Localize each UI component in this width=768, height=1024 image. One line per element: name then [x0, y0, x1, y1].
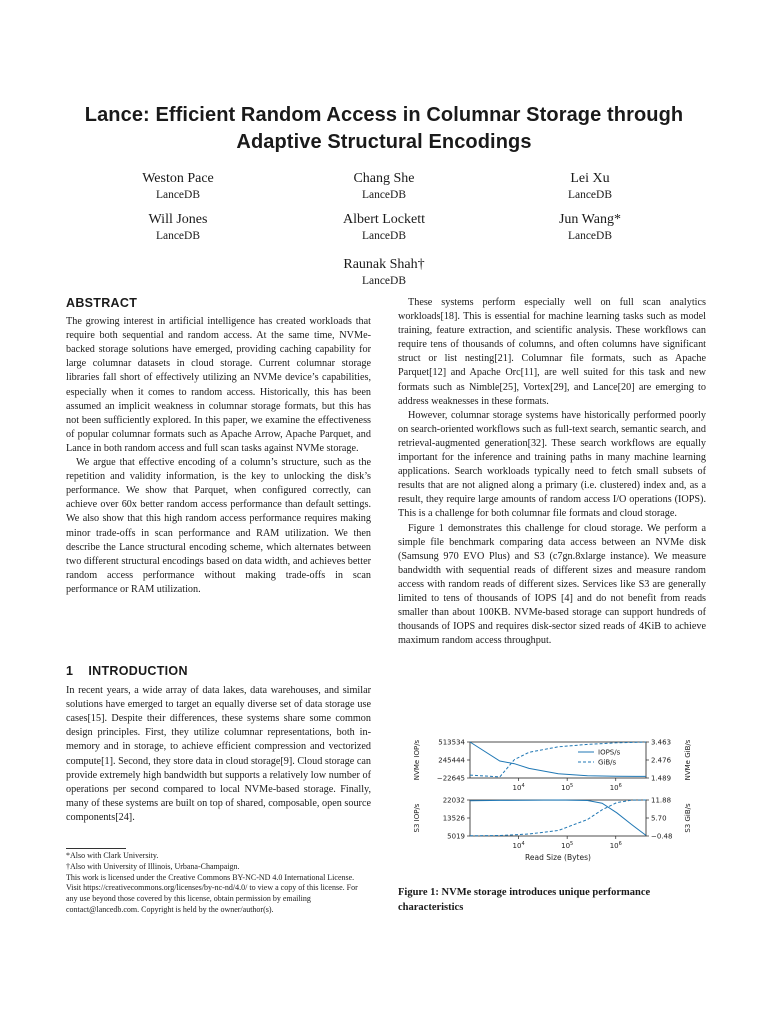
x-tick-label: $10^4$: [512, 841, 525, 850]
author-affiliation: LanceDB: [361, 189, 407, 201]
author-affiliation: LanceDB: [155, 189, 201, 201]
author-name: Weston Pace: [142, 171, 214, 186]
body-paragraph: Figure 1 demonstrates this challenge for cloud storage. We perform a simple file benchmark comparing data access between an NVMe disk (Samsung 970 EVO Plus) and S3 (c7gn.8xlarge instance). We measure bandwidth with sequential reads of different sizes and measure random access with random reads of different sizes. Services like S3 are generally limited to tens of thousands of IOPS [4] and do not benefit from reads smaller than about 100KB. NVMe-based storage can support hundreds of thousands of IOPS and requires disk-sector sized reads of 4KiB to achieve maximum random access throughput.: [398, 522, 706, 647]
license-note: This work is licensed under the Creative Commons BY-NC-ND 4.0 International License. Visit https://creativecommons.org/licenses/by-nc-nd/4.0/ to view a copy of this license. For any use beyond those covered by this license, obtain permission by emailing contact@lancedb.com. Copyright is held by the owner/author(s).: [66, 872, 358, 914]
x-axis-label: Read Size (Bytes): [525, 853, 591, 862]
author-block: [284, 211, 484, 244]
author-name: Chang She: [353, 171, 415, 186]
plot-frame: [470, 800, 646, 836]
figure-1-chart: [400, 730, 700, 866]
x-tick-label: $10^5$: [561, 841, 574, 850]
y-tick-label: 245444: [438, 756, 465, 765]
author-name: Albert Lockett: [342, 212, 426, 227]
abstract-paragraph: The growing interest in artificial intelligence has created workloads that require both sequential and random access. At the same time, NVMe-backed storage solutions have emerged, providing caching capability for large columnar datasets in cloud storage. Current columnar storage libraries fall short of effectively utilizing an NVMe device’s capabilities, especially when it comes to random access. Historically, this has been assumed an implicit weakness in columnar storage formats, but this has not been sufficiently explored. In this paper, we examine the effectiveness of popular columnar formats such as Apache Arrow, Apache Parquet, and Lance in both random access and full scan tasks against NVMe storage.: [66, 316, 371, 454]
y2-tick-label: −0.48: [651, 832, 673, 841]
footnote-rule: [66, 848, 126, 849]
x-tick-label: $10^4$: [512, 783, 525, 792]
y2-tick-label: 11.88: [651, 796, 672, 805]
y-tick-label: 13526: [442, 814, 465, 823]
author-name: Raunak Shah†: [343, 257, 425, 272]
right-column-text: [398, 296, 706, 648]
x-tick-label: $10^5$: [561, 783, 574, 792]
author-name: Lei Xu: [570, 171, 610, 186]
author-affiliation: LanceDB: [567, 230, 613, 242]
y2-tick-label: 2.476: [651, 756, 672, 765]
series-line-gib-s: [470, 800, 646, 836]
author-block: [78, 170, 278, 203]
y2-tick-label: 3.463: [651, 738, 672, 747]
series-line-gib-s: [470, 742, 646, 777]
legend-label: GiB/s: [598, 758, 617, 767]
legend-label: IOPS/s: [598, 748, 621, 757]
y2-axis-label: S3 GiB/s: [684, 803, 692, 833]
y-axis-label: S3 IOP/s: [413, 803, 421, 833]
section-heading: [66, 664, 371, 678]
author-affiliation: LanceDB: [155, 230, 201, 242]
author-affiliation: LanceDB: [361, 230, 407, 242]
series-line-iops-s: [470, 742, 646, 776]
author-name: Jun Wang*: [558, 212, 621, 227]
y2-axis-label: NVMe GiB/s: [684, 739, 692, 781]
abstract-heading: ABSTRACT: [66, 296, 138, 310]
x-tick-label: $10^6$: [609, 841, 622, 850]
y2-tick-label: 5.70: [651, 814, 667, 823]
abstract-section: [66, 296, 371, 597]
plot-frame: [470, 742, 646, 778]
author-block: [284, 170, 484, 203]
introduction-section: [66, 664, 371, 825]
author-name: Will Jones: [148, 212, 208, 227]
author-affiliation: LanceDB: [361, 275, 407, 287]
author-block: [78, 211, 278, 244]
body-paragraph: However, columnar storage systems have historically performed poorly on search-oriented workflows such as full-text search, semantic search, and retrieval-augmented generation[32]. These search workflows are equally important for the inference and training paths in many machine learning applications. Search workloads typically need to fetch small subsets of results that are not aligned along a primary (i.e. clustered) index and, as a result, they require large amounts of random access I/O operations (IOPS). This is a challenge for both columnar file formats and cloud storage.: [398, 409, 706, 520]
author-block: [490, 170, 690, 203]
y-tick-label: 22032: [442, 796, 465, 805]
footnotes: [66, 851, 371, 916]
x-tick-label: $10^6$: [609, 783, 622, 792]
series-line-iops-s: [470, 800, 646, 835]
abstract-paragraph: We argue that effective encoding of a column’s structure, such as the repetition and validity information, is the key to unlocking the disk’s performance. We show that Parquet, when configured correctly, can achieve over 60x better random access performance than default settings. We also show that this high random access performance requires making minor trade-offs in scan performance and RAM utilization. We then describe the Lance structural encoding scheme, which alternates between two different structural encodings based on data width, and achieves better random access performance without making trade-offs in scan performance or RAM utilization.: [66, 457, 371, 595]
title-line-1: Lance: Efficient Random Access in Columnar Storage through: [84, 104, 684, 126]
y-tick-label: −22645: [436, 774, 465, 783]
intro-paragraph: In recent years, a wide array of data lakes, data warehouses, and similar solutions have emerged to target an equally diverse set of data storage use cases[15]. Despite their differences, these systems share some common design principles. First, they utilize columnar representations, both in-memory and in storage, to achieve efficient compression and vectorized compute[1]. Second, they store data in cloud storage[9]. Cloud storage can provide extremely high bandwidth but supports a relatively low number of operations per second compared to local NVMe-based storage. Finally, many of these systems are built on top of shared, composable, open source components[24].: [66, 685, 371, 823]
title-line-2: Adaptive Structural Encodings: [236, 131, 532, 153]
section-number: 1: [66, 664, 74, 678]
y2-tick-label: 1.489: [651, 774, 672, 783]
author-affiliation: LanceDB: [567, 189, 613, 201]
section-title: INTRODUCTION: [88, 664, 188, 678]
body-paragraph: These systems perform especially well on full scan analytics workloads[18]. This is essential for machine learning tasks such as model training, feature extraction, and scientific analysis. These workflows can require tens of thousands of columns, and often columns have significant struct or list nesting[21]. Columnar file formats, such as Apache Parquet[12] and Apache Orc[11], are well suited for this task and new formats such as Nimble[25], Vortex[29], and Lance[20] are emerging to address weaknesses in these formats.: [398, 297, 706, 407]
author-block: [490, 211, 690, 244]
paper-title: [40, 102, 728, 156]
footnote: *Also with Clark University.: [66, 851, 159, 860]
footnote: †Also with University of Illinois, Urbana-Champaign.: [66, 861, 240, 871]
y-axis-label: NVMe IOP/s: [413, 739, 421, 781]
figure-caption: Figure 1: NVMe storage introduces unique performance characteristics: [398, 887, 651, 913]
author-block: [284, 256, 484, 289]
y-tick-label: 5019: [447, 832, 465, 841]
y-tick-label: 513534: [438, 738, 465, 747]
